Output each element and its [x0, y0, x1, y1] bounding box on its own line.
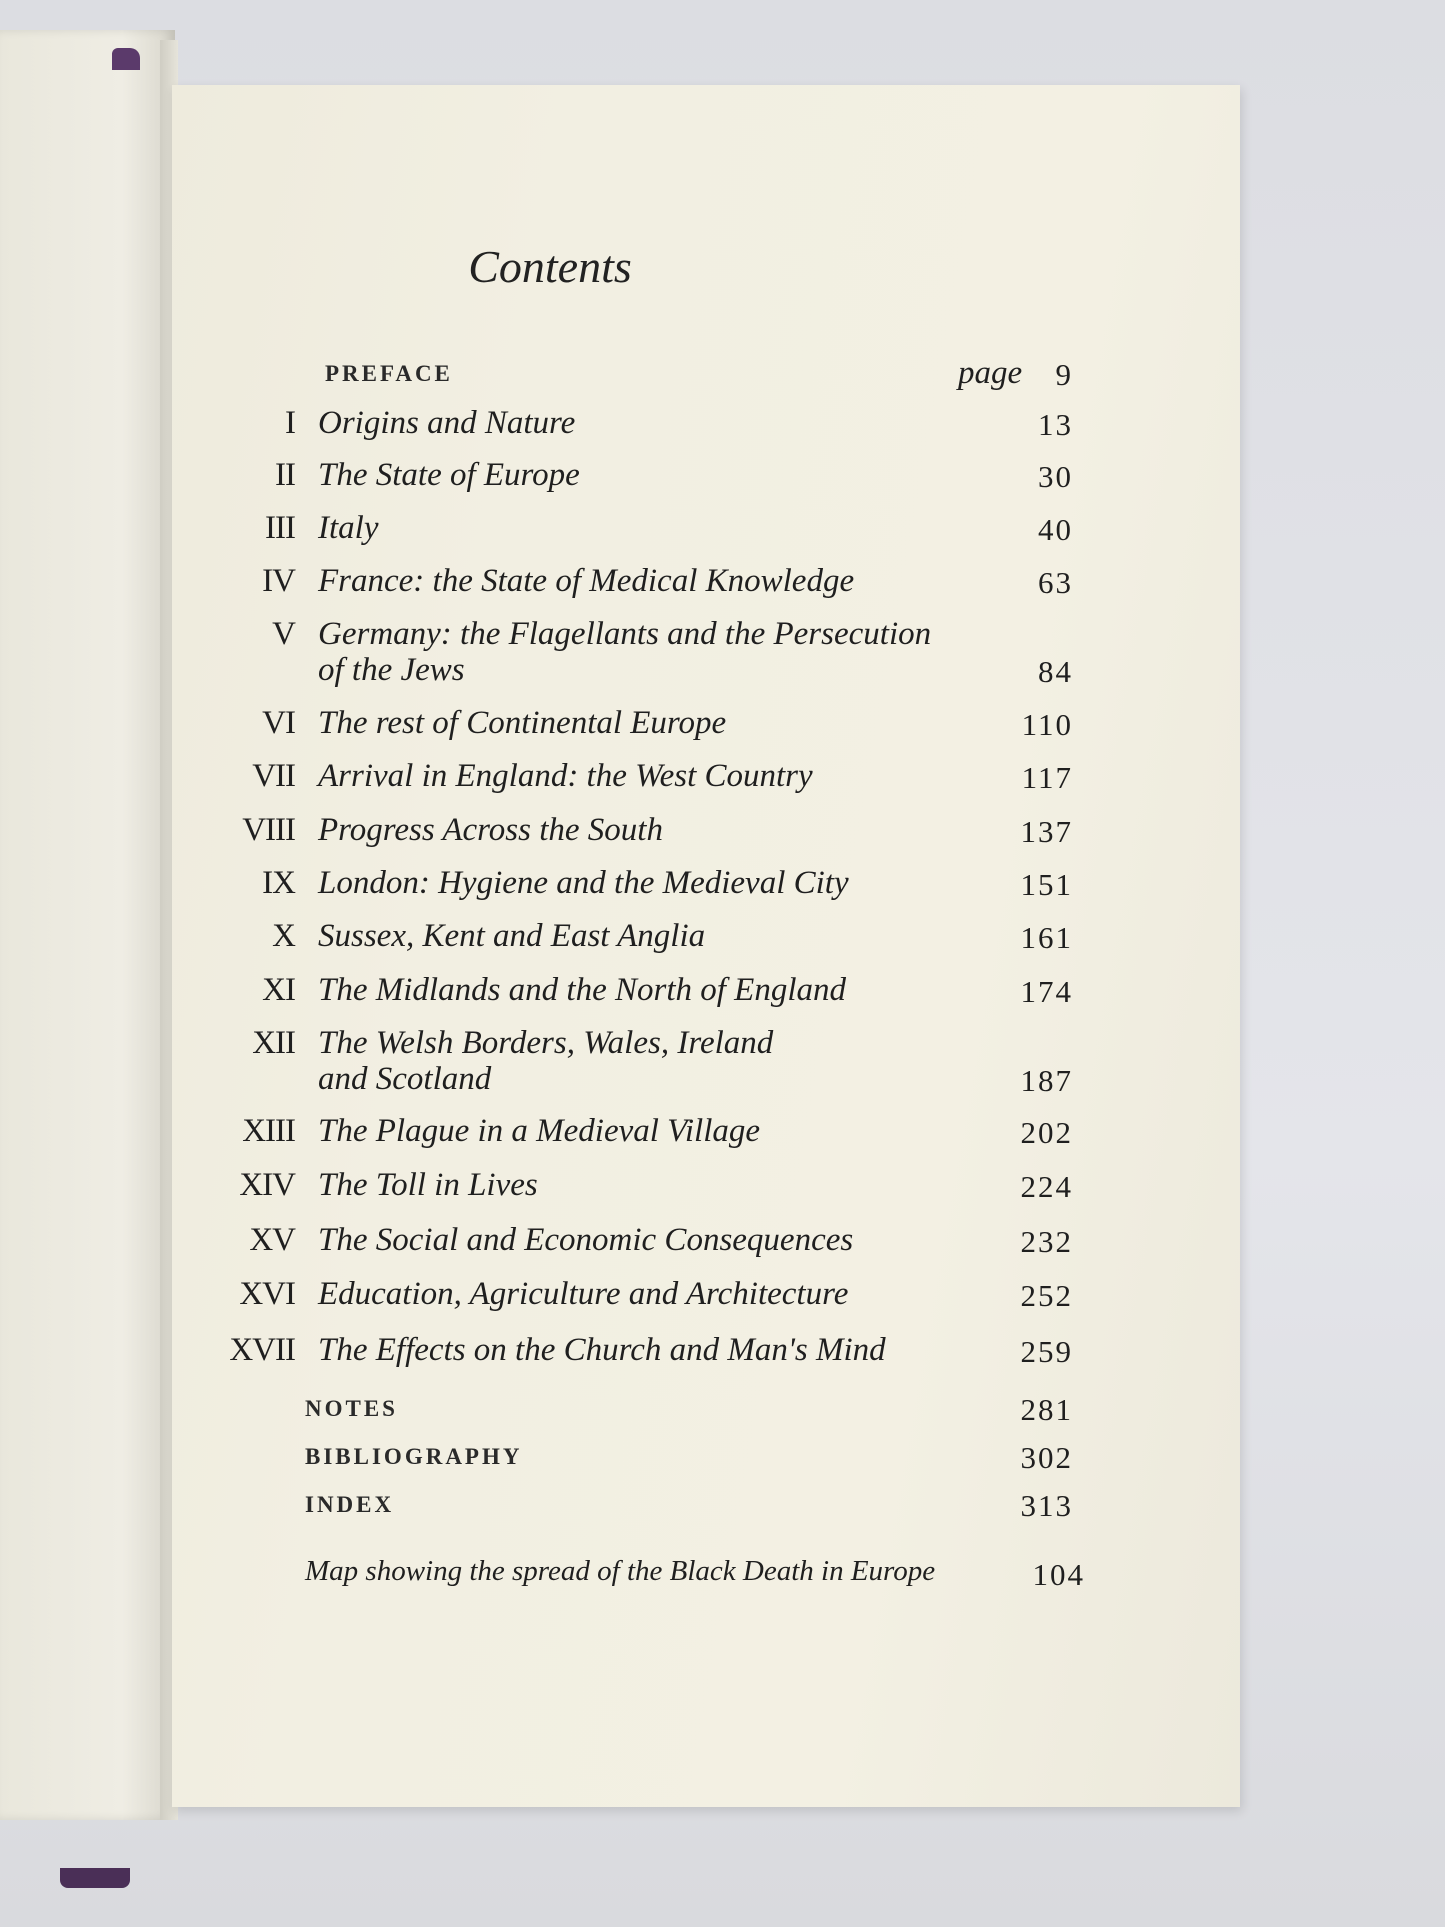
chapter-page: 30 [1038, 459, 1073, 494]
chapter-entry [0, 865, 1445, 925]
chapter-title: France: the State of Medical Knowledge [318, 563, 855, 599]
chapter-page: 117 [1021, 760, 1073, 795]
chapter-number: XIII [242, 1113, 295, 1149]
index-page: 313 [1020, 1488, 1073, 1523]
chapter-title: The Effects on the Church and Man's Mind [318, 1332, 886, 1368]
chapter-entry [0, 1276, 1445, 1336]
chapter-title: The Plague in a Medieval Village [318, 1113, 761, 1149]
chapter-page: 232 [1020, 1224, 1073, 1259]
chapter-entry [0, 1167, 1445, 1227]
map-note-entry [0, 1555, 1445, 1615]
chapter-number: VIII [242, 812, 295, 848]
chapter-title: The State of Europe [318, 457, 580, 493]
chapter-page: 174 [1020, 974, 1073, 1009]
chapter-entry [0, 1332, 1445, 1392]
chapter-title: The rest of Continental Europe [318, 705, 727, 741]
chapter-title: The Social and Economic Consequences [318, 1222, 854, 1258]
notes-page: 281 [1020, 1392, 1073, 1427]
chapter-title: The Toll in Lives [318, 1167, 538, 1203]
chapter-page: 84 [1038, 654, 1073, 689]
map-note-label: Map showing the spread of the Black Death in Europe [305, 1555, 936, 1587]
chapter-number: XV [249, 1222, 295, 1258]
chapter-entry [0, 1113, 1445, 1173]
preface-label: PREFACE [325, 361, 453, 386]
chapter-page: 224 [1020, 1169, 1073, 1204]
chapter-title: The Welsh Borders, Wales, Ireland [318, 1025, 774, 1061]
chapter-page: 187 [1020, 1063, 1073, 1098]
bibliography-page: 302 [1020, 1440, 1073, 1475]
bibliography-label: BIBLIOGRAPHY [305, 1444, 523, 1469]
chapter-entry [0, 1222, 1445, 1282]
chapter-title: Progress Across the South [318, 812, 663, 848]
chapter-page: 161 [1020, 920, 1073, 955]
chapter-page: 40 [1038, 512, 1073, 547]
chapter-number: VII [252, 758, 295, 794]
chapter-entry [0, 405, 1445, 465]
book-cover-edge [60, 1868, 130, 1888]
chapter-title: Arrival in England: the West Country [318, 758, 813, 794]
map-note-page: 104 [1032, 1557, 1085, 1592]
chapter-title-continued: of the Jews [318, 652, 465, 688]
chapter-number: IX [262, 865, 295, 901]
index-entry [0, 1486, 1445, 1546]
chapter-number: IV [262, 563, 295, 599]
chapter-page: 13 [1038, 407, 1073, 442]
chapter-page: 252 [1020, 1278, 1073, 1313]
chapter-number: XIV [239, 1167, 295, 1203]
chapter-entry [0, 972, 1445, 1032]
page-word: page [958, 355, 1023, 391]
chapter-entry [0, 812, 1445, 872]
chapter-entry [0, 510, 1445, 570]
chapter-entry [0, 563, 1445, 623]
chapter-page: 151 [1020, 867, 1073, 902]
chapter-page: 110 [1021, 707, 1073, 742]
chapter-number: XII [252, 1025, 295, 1061]
chapter-number: XVII [229, 1332, 295, 1368]
chapter-entry [0, 758, 1445, 818]
chapter-number: VI [262, 705, 295, 741]
chapter-title: Germany: the Flagellants and the Persecution [318, 616, 932, 652]
chapter-page: 137 [1020, 814, 1073, 849]
chapter-title: Italy [318, 510, 379, 546]
chapter-entry [0, 457, 1445, 517]
chapter-title: Origins and Nature [318, 405, 576, 441]
chapter-title: The Midlands and the North of England [318, 972, 846, 1008]
chapter-title-continued: and Scotland [318, 1061, 492, 1097]
chapter-number: X [272, 918, 295, 954]
chapter-number: XI [262, 972, 295, 1008]
chapter-title: Sussex, Kent and East Anglia [318, 918, 706, 954]
preface-page: 9 [1055, 357, 1073, 392]
chapter-entry [0, 1025, 1445, 1098]
chapter-number: I [285, 405, 295, 441]
chapter-title: Education, Agriculture and Architecture [318, 1276, 849, 1312]
chapter-page: 63 [1038, 565, 1073, 600]
chapter-number: V [272, 616, 295, 652]
chapter-number: XVI [239, 1276, 295, 1312]
chapter-title: London: Hygiene and the Medieval City [318, 865, 849, 901]
page-title: Contents [468, 241, 632, 292]
chapter-number: II [275, 457, 295, 493]
chapter-page: 259 [1020, 1334, 1073, 1369]
notes-label: NOTES [305, 1396, 398, 1421]
index-label: INDEX [305, 1492, 395, 1517]
chapter-entry [0, 616, 1445, 689]
chapter-entry [0, 918, 1445, 978]
chapter-entry [0, 705, 1445, 765]
chapter-page: 202 [1020, 1115, 1073, 1150]
chapter-number: III [265, 510, 295, 546]
book-cover-edge [112, 48, 140, 70]
